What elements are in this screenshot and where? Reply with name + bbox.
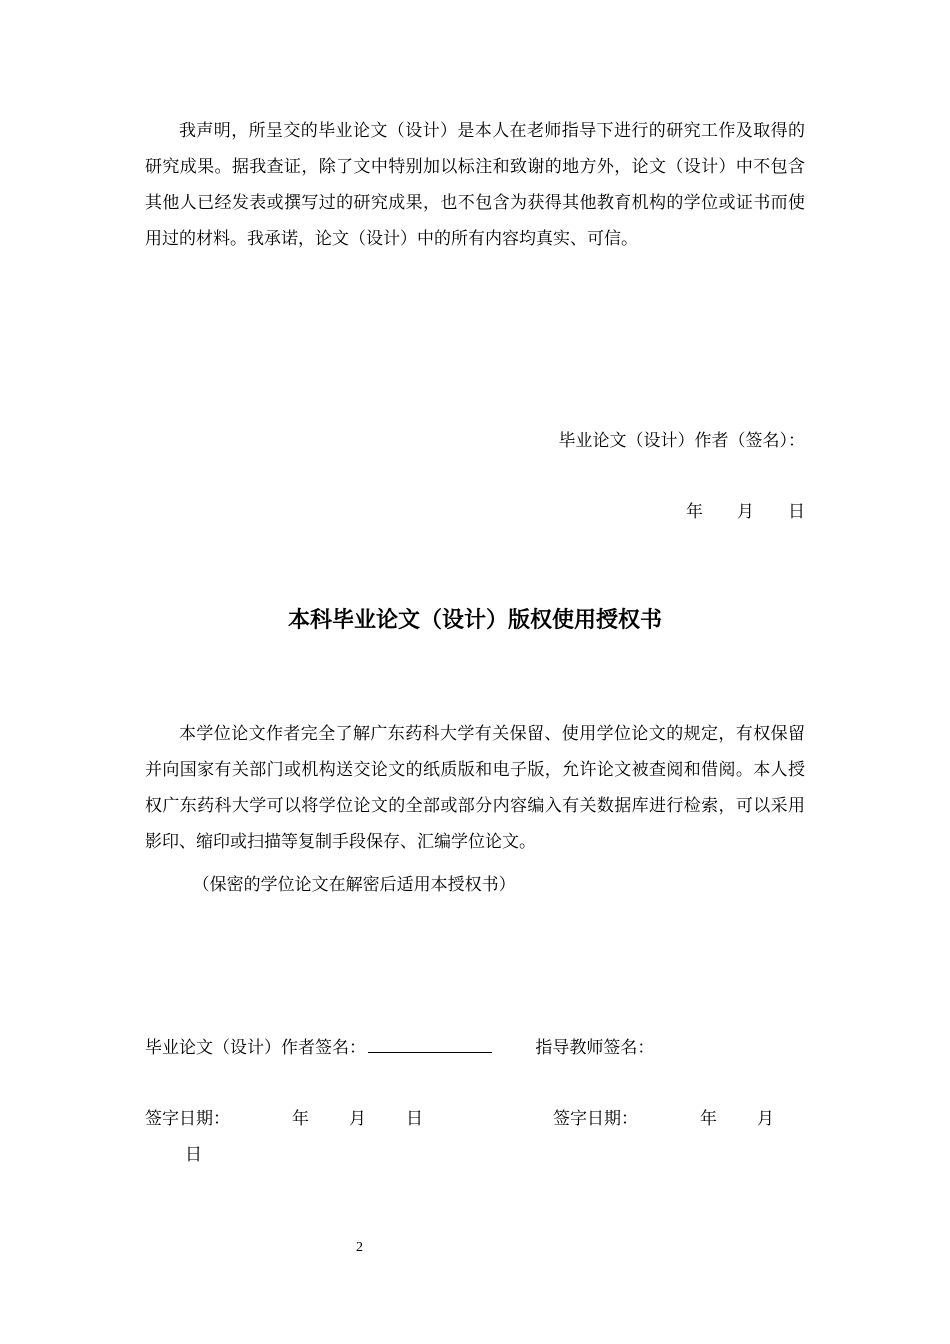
author-signature-label: 毕业论文（设计）作者签名： <box>145 1038 366 1058</box>
signature-date-row <box>145 1101 805 1173</box>
declaration-date <box>686 497 805 527</box>
advisor-date-year: 年 <box>700 1109 717 1129</box>
declaration-signature-label: 毕业论文（设计）作者（签名）： <box>558 431 805 451</box>
author-signature-line <box>368 1030 492 1053</box>
advisor-date-day: 日 <box>185 1145 202 1165</box>
advisor-signature-label: 指导教师签名： <box>535 1038 655 1058</box>
declaration-paragraph: 我声明，所呈交的毕业论文（设计）是本人在老师指导下进行的研究工作及取得的研究成果。据我查证，除了文中特别加以标注和致谢的地方外，论文（设计）中不包含其他人已经发表或撰写过的研究成果，也不包含为获得其他教育机构的学位或证书而使用过的材料。我承诺，论文（设计）中的所有内容均真实、可信。 <box>145 121 805 249</box>
author-date-month: 月 <box>349 1109 366 1129</box>
date-day: 日 <box>788 502 805 522</box>
advisor-date-label: 签字日期： <box>553 1109 638 1129</box>
author-date-year: 年 <box>292 1109 309 1129</box>
confidentiality-note: （保密的学位论文在解密后适用本授权书） <box>192 875 516 895</box>
page-number: 2 <box>356 1240 363 1255</box>
author-date-label: 签字日期： <box>145 1109 230 1129</box>
advisor-date-month: 月 <box>757 1109 774 1129</box>
date-month: 月 <box>737 502 754 522</box>
authorization-title: 本科毕业论文（设计）版权使用授权书 <box>287 608 662 633</box>
signature-row <box>145 1030 654 1063</box>
date-year: 年 <box>686 502 703 522</box>
author-date-day: 日 <box>406 1109 423 1129</box>
authorization-paragraph: 本学位论文作者完全了解广东药科大学有关保留、使用学位论文的规定，有权保留并向国家有关部门或机构送交论文的纸质版和电子版，允许论文被查阅和借阅。本人授权广东药科大学可以将学位论文的全部或部分内容编入有关数据库进行检索，可以采用影印、缩印或扫描等复制手段保存、汇编学位论文。 <box>145 724 805 852</box>
